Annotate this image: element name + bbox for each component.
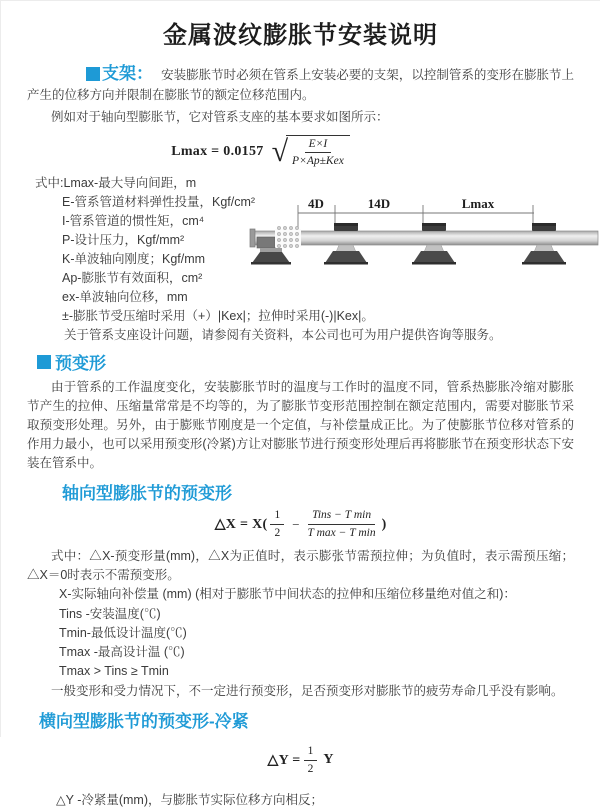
definition-line: Ap-膨胀节有效面积，cm² (62, 271, 203, 286)
section-heading-support: 支架： (102, 64, 154, 83)
support-intro-text: 安装膨胀节时必须在管系上安装必要的支架，以控制管系的变形在膨胀节上产生的位移方向并限制在膨胀节的额定位移范围内。 (27, 68, 574, 102)
fraction-denominator: 2 (307, 762, 314, 775)
formula-rhs: Y (323, 752, 334, 768)
fraction-numerator: 1 (304, 744, 318, 761)
dim-label-4d: 4D (308, 196, 324, 211)
temperature-line: Tmin-最低设计温度(℃) (59, 625, 187, 640)
fraction (286, 135, 350, 170)
fraction-numerator: 1 (270, 508, 284, 525)
temperature-line: Tmax > Tins ≥ Tmin (59, 664, 169, 679)
closing-paren: ) (381, 516, 387, 532)
pipe-support-diagram (246, 194, 601, 279)
pipe (250, 229, 598, 247)
minus-operator: − (292, 516, 300, 532)
definition-line: ±-膨胀节受压缩时采用（+）|Kex|；拉伸时采用(-)|Kex|。 (62, 309, 374, 324)
axial-x-definition: X-实际轴向补偿量 (mm) (相对于膨胀节中间状态的拉伸和压缩位移量绝对值之和)： (59, 587, 516, 602)
formula-lhs: △X = X( (214, 517, 268, 533)
support-service-note: 关于管系支座设计问题，请参阅有关资料，本公司也可为用户提供咨询等服务。 (64, 328, 502, 343)
axial-note-text: 一般变形和受力情况下，不一定进行预变形，足否预变形对膨胀节的疲劳寿命几乎没有影响。 (51, 683, 564, 698)
predeform-body-text: 由于管系的工作温度变化，安装膨胀节时的温度与工作时的温度不同，管系热膨胀冷缩对膨胀节产生的拉伸、压缩量常常是不均等的，为了膨胀节变形范围控制在额定范围内，需要对膨胀节采取预变形处理。另外，由于膨账节刚度是一个定值，与补偿量成正比。为了使膨胀节位移对管系的作用力最小，也可以采用预变形(冷紧)方让对膨胀节进行预变形处理后再将膨胀节在预变形状态下安装在管系中。 (27, 380, 574, 471)
definition-line: ex-单波轴向位移，mm (62, 290, 188, 305)
bellows-icon (275, 226, 301, 247)
lmax-formula (1, 135, 520, 170)
half-fraction (270, 508, 284, 541)
pipe-end-cap (250, 229, 255, 247)
fraction-numerator: Tins − T min (308, 508, 375, 525)
lateral-sub-heading: 横向型膨胀节的预变形-冷紧 (39, 711, 249, 731)
support-intro-paragraph (27, 64, 574, 105)
definition-line: 式中:Lmax-最大导向间距，m (35, 176, 197, 191)
fraction-denominator: P×Ap±Kex (292, 155, 344, 168)
page-title: 金属波纹膨胀节安装说明 (163, 22, 438, 49)
section-square-icon (37, 355, 51, 369)
lateral-formula (1, 744, 600, 777)
axial-sub-heading: 轴向型膨胀节的预变形 (62, 484, 232, 504)
section-heading-predeform (37, 349, 600, 374)
fraction-numerator: E×I (305, 137, 332, 154)
definition-line: E-管系管道材料弹性投量，Kgf/cm² (62, 195, 256, 210)
formula-lhs: △Y = (267, 752, 301, 768)
temperature-line: Tmax -最高设计温 (℃) (59, 645, 185, 660)
axial-formula (1, 508, 600, 541)
half-fraction (304, 744, 318, 777)
fraction-denominator: 2 (274, 527, 281, 540)
predeform-heading-text: 预变形 (55, 354, 106, 374)
temperature-line: Tins -安装温度(℃) (59, 606, 161, 621)
dim-label-14d: 14D (367, 196, 391, 211)
radical-icon: √ (271, 134, 289, 168)
dim-label-lmax: Lmax (461, 196, 495, 211)
dimension-lines (298, 205, 534, 230)
support-example-text: 例如对于轴向型膨胀节，它对管系支座的基本要求如图所示： (51, 110, 389, 124)
fraction-denominator: T max − T min (307, 527, 376, 540)
definition-line: P-设计压力，Kgf/mm² (62, 233, 185, 248)
formula-lhs: Lmax = 0.0157 (171, 143, 264, 159)
axial-explain-text: 式中：△X-预变形量(mm)，△X为正值时，表示膨张节需预拉伸；为负值时，表示需预压缩；△X＝0时表示不需预变形。 (27, 549, 574, 583)
lateral-note-text: △Y -冷紧量(mm)，与膨胀节实际位移方向相反； (56, 792, 324, 807)
definition-line: K-单波轴向刚度；Kgf/mm (62, 252, 206, 267)
definition-line: I-管系管道的惯性矩，cm⁴ (62, 214, 205, 229)
section-square-icon (86, 67, 100, 81)
temperature-fraction (308, 508, 376, 541)
square-root (272, 135, 350, 170)
